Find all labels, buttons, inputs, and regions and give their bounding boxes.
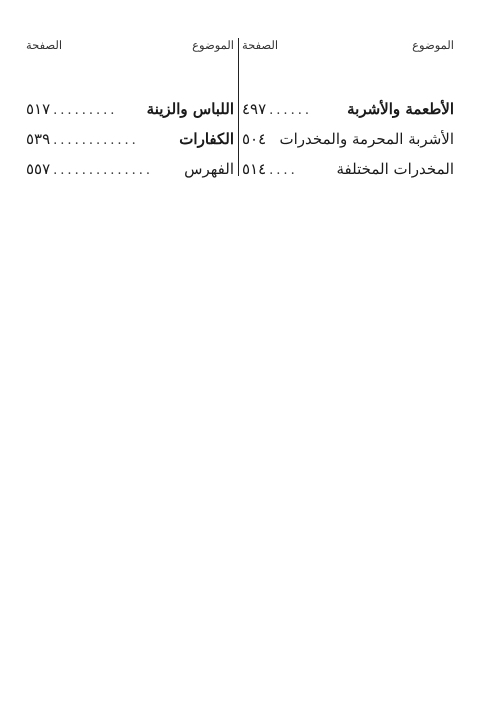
topic-header: الموضوع — [412, 38, 454, 52]
entry-page-number: ٥٠٤ — [242, 130, 267, 148]
column-header — [242, 38, 454, 58]
entry-page-number: ٥١٤ — [242, 160, 267, 178]
index-entry — [26, 154, 234, 184]
entry-topic: الكفارات — [179, 130, 234, 148]
entry-topic: الأشربة المحرمة والمخدرات — [279, 130, 454, 148]
topic-header: الموضوع — [192, 38, 234, 52]
index-entry — [242, 124, 454, 154]
entry-topic: المخدرات المختلفة — [336, 160, 454, 178]
entry-list — [242, 94, 454, 184]
index-entry — [26, 124, 234, 154]
index-column-right — [242, 38, 454, 184]
leader-dots: ......... — [53, 103, 118, 118]
entry-topic: الأطعمة والأشربة — [347, 100, 454, 118]
leader-dots: ............ — [53, 133, 139, 148]
leader-dots: .... — [269, 163, 298, 178]
entry-list — [26, 94, 234, 184]
index-entry — [26, 94, 234, 124]
entry-page-number: ٥٣٩ — [26, 130, 51, 148]
entry-page-number: ٥١٧ — [26, 100, 51, 118]
index-entry — [242, 94, 454, 124]
leader-dots: .............. — [53, 163, 154, 178]
index-column-left — [26, 38, 234, 184]
entry-page-number: ٤٩٧ — [242, 100, 267, 118]
entry-topic: اللباس والزينة — [146, 100, 234, 118]
entry-topic: الفهرس — [184, 160, 234, 178]
leader-dots: ...... — [269, 103, 312, 118]
index-entry — [242, 154, 454, 184]
page-header: الصفحة — [242, 38, 279, 52]
page-header: الصفحة — [26, 38, 63, 52]
column-header — [26, 38, 234, 58]
column-divider — [238, 38, 239, 176]
entry-page-number: ٥٥٧ — [26, 160, 51, 178]
